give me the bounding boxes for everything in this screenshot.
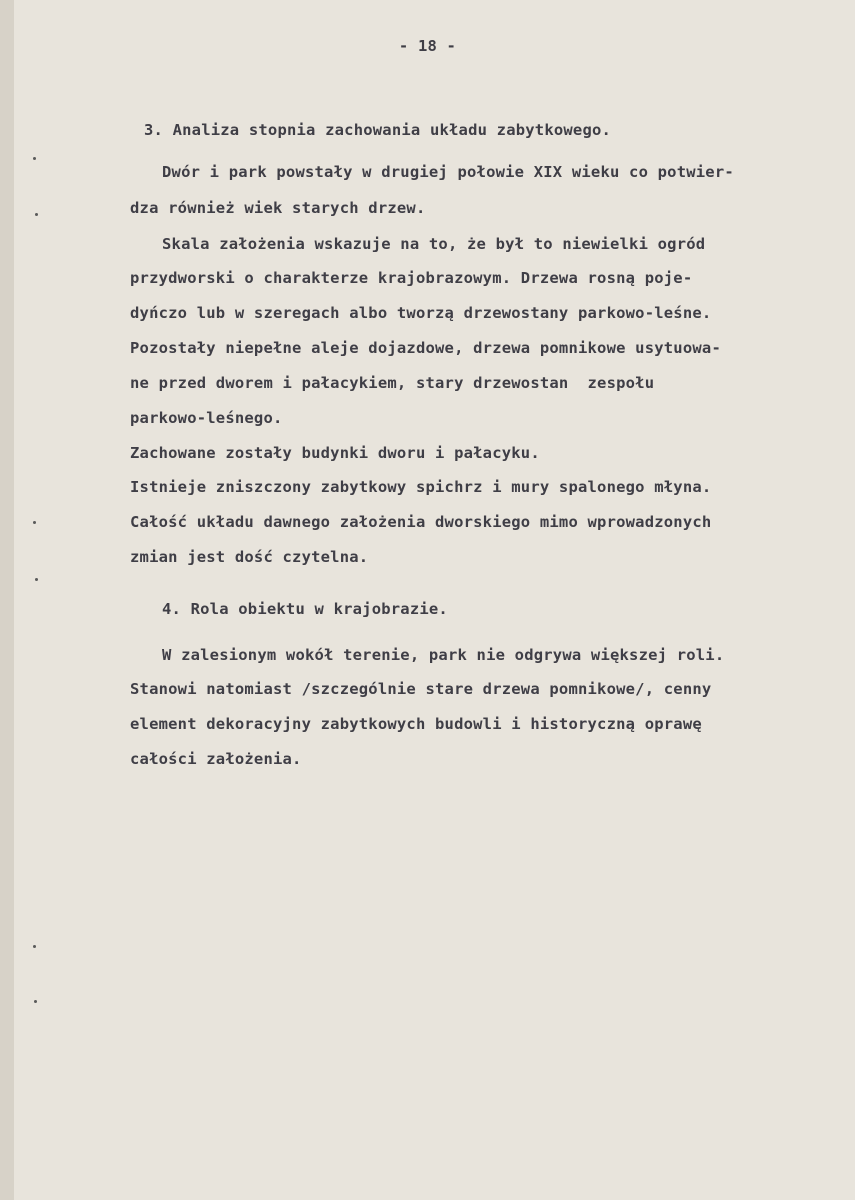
binding-mark — [33, 945, 36, 948]
section-3-line: ne przed dworem i pałacykiem, stary drzewostan zespołu — [130, 374, 655, 392]
section-3-heading: 3. Analiza stopnia zachowania układu zabytkowego. — [144, 121, 612, 139]
section-3-line: dza również wiek starych drzew. — [130, 199, 426, 217]
section-3-line: zmian jest dość czytelna. — [130, 548, 369, 566]
section-3-line: Całość układu dawnego założenia dworskiego mimo wprowadzonych — [130, 513, 712, 531]
section-3-line: Pozostały niepełne aleje dojazdowe, drzewa pomnikowe usytuowa- — [130, 339, 721, 357]
section-4-line: Stanowi natomiast /szczególnie stare drzewa pomnikowe/, cenny — [130, 680, 712, 698]
page-edge — [0, 0, 14, 1200]
binding-mark — [34, 1000, 37, 1003]
section-4-heading: 4. Rola obiektu w krajobrazie. — [162, 600, 448, 618]
section-4-line: W zalesionym wokół terenie, park nie odgrywa większej roli. — [162, 646, 725, 664]
binding-mark — [35, 578, 38, 581]
section-3-line: Dwór i park powstały w drugiej połowie XIX wieku co potwier- — [162, 163, 734, 181]
binding-mark — [33, 521, 36, 524]
section-4-line: element dekoracyjny zabytkowych budowli i historyczną oprawę — [130, 715, 702, 733]
section-3-line: przydworski o charakterze krajobrazowym. Drzewa rosną poje- — [130, 269, 693, 287]
binding-mark — [33, 157, 36, 160]
section-3-line: Skala założenia wskazuje na to, że był to niewielki ogród — [162, 235, 706, 253]
section-3-line: Istnieje zniszczony zabytkowy spichrz i mury spalonego młyna. — [130, 478, 712, 496]
binding-mark — [35, 213, 38, 216]
page-number: - 18 - — [398, 37, 457, 55]
section-4-line: całości założenia. — [130, 750, 302, 768]
section-3-line: dyńczo lub w szeregach albo tworzą drzewostany parkowo-leśne. — [130, 304, 712, 322]
section-3-line: Zachowane zostały budynki dworu i pałacyku. — [130, 444, 540, 462]
section-3-line: parkowo-leśnego. — [130, 409, 283, 427]
